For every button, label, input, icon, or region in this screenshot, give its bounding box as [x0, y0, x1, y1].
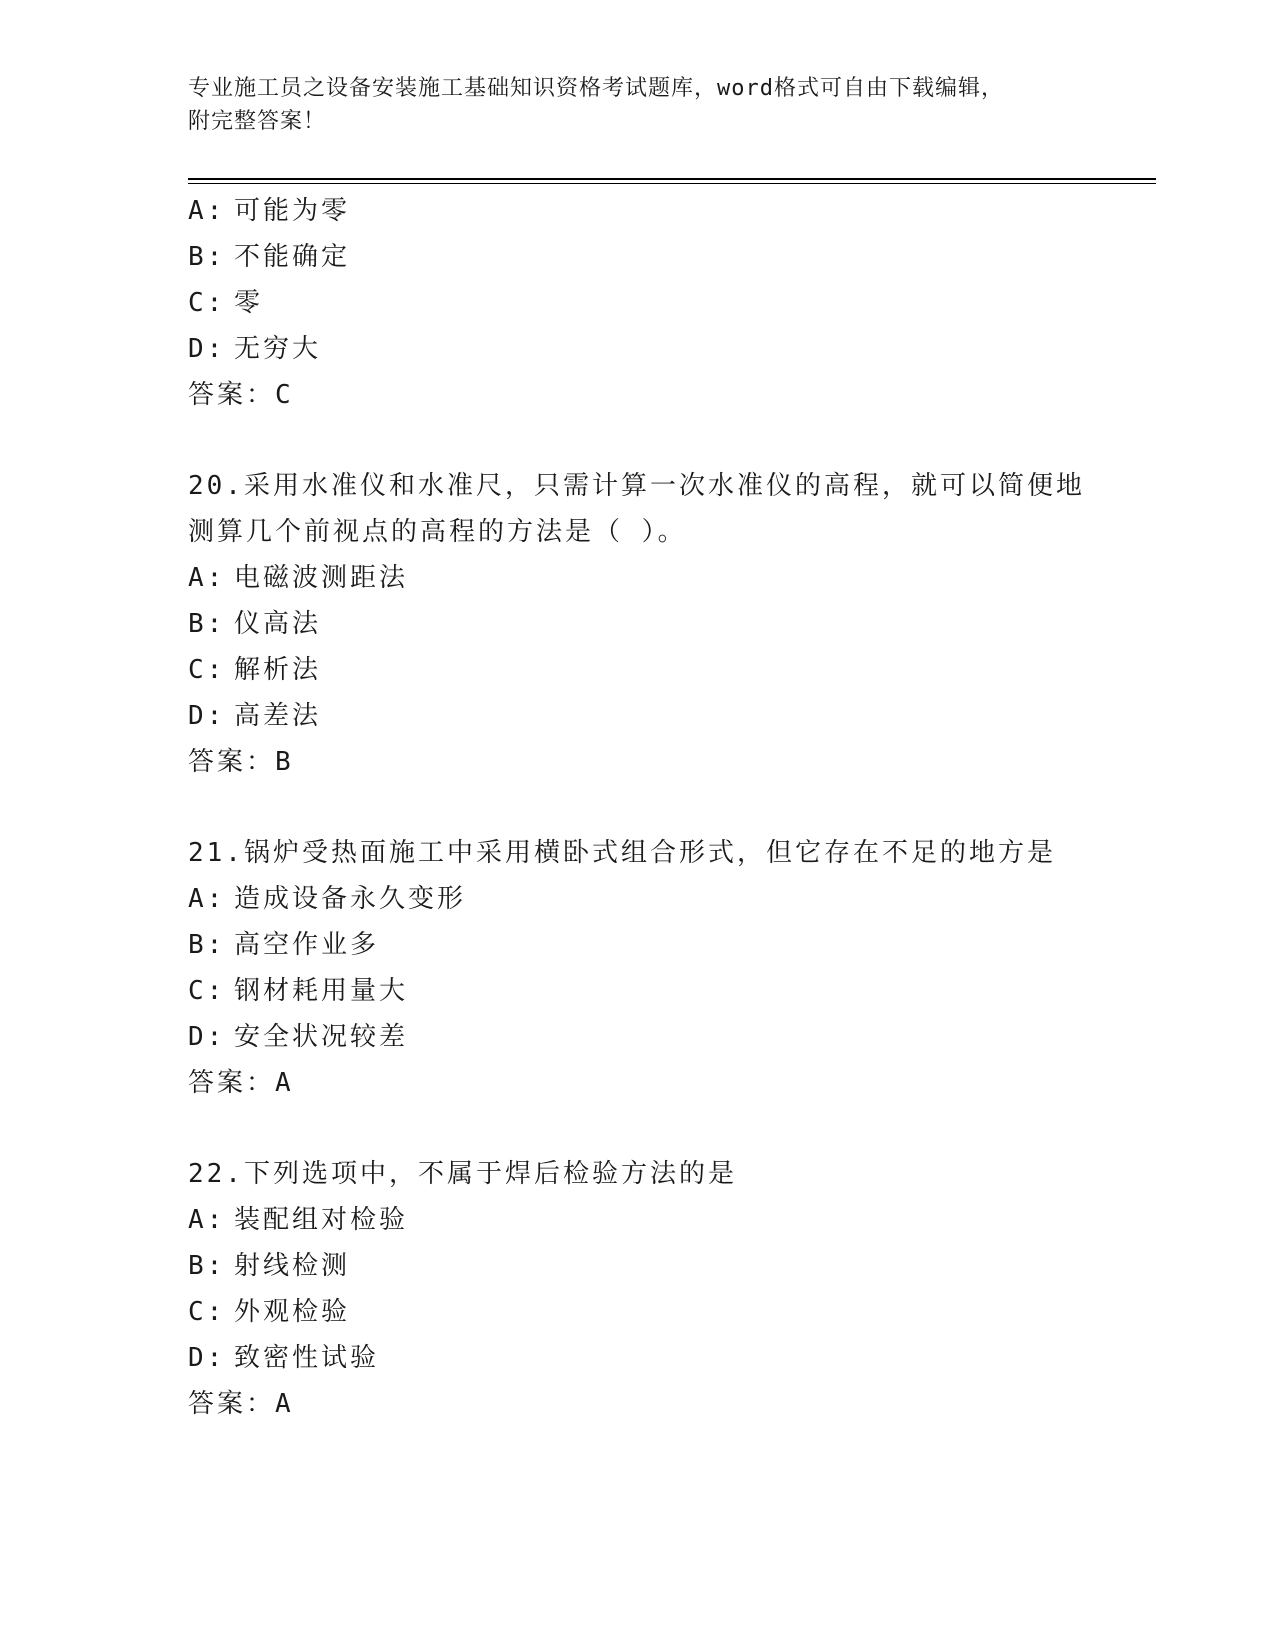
- option-text: 高差法: [234, 701, 322, 731]
- option-letter: D:: [188, 1343, 226, 1373]
- option-text: 不能确定: [234, 242, 351, 272]
- option-d: [188, 1335, 1148, 1381]
- option-letter: C:: [188, 655, 226, 685]
- option-text: 无穷大: [234, 334, 322, 364]
- option-letter: C:: [188, 1297, 226, 1327]
- option-letter: B:: [188, 930, 226, 960]
- question-text-line-1: 22.下列选项中，不属于焊后检验方法的是: [188, 1159, 737, 1189]
- question-20: [188, 463, 1148, 785]
- option-letter: A:: [188, 884, 226, 914]
- option-c: [188, 1289, 1148, 1335]
- answer: 答案：A: [188, 1068, 294, 1098]
- option-letter: B:: [188, 609, 226, 639]
- option-a: [188, 188, 1148, 234]
- option-a: [188, 555, 1148, 601]
- spacer: [188, 1106, 1148, 1151]
- spacer: [188, 785, 1148, 830]
- option-text: 零: [234, 288, 264, 318]
- option-letter: A:: [188, 1205, 226, 1235]
- option-a: [188, 1197, 1148, 1243]
- answer: 答案：A: [188, 1389, 294, 1419]
- option-letter: C:: [188, 288, 226, 318]
- option-text: 外观检验: [234, 1297, 351, 1327]
- option-letter: B:: [188, 242, 226, 272]
- option-c: [188, 280, 1148, 326]
- question-text-line-1: 21.锅炉受热面施工中采用横卧式组合形式，但它存在不足的地方是: [188, 838, 1056, 868]
- option-d: [188, 326, 1148, 372]
- question-21: [188, 830, 1148, 1106]
- option-text: 安全状况较差: [234, 1022, 409, 1052]
- option-letter: D:: [188, 701, 226, 731]
- option-text: 致密性试验: [234, 1343, 380, 1373]
- option-text: 仪高法: [234, 609, 322, 639]
- answer: 答案：B: [188, 747, 294, 777]
- option-c: [188, 647, 1148, 693]
- option-b: [188, 922, 1148, 968]
- option-text: 造成设备永久变形: [234, 884, 467, 914]
- question-19: [188, 188, 1148, 418]
- option-text: 装配组对检验: [234, 1205, 409, 1235]
- option-text: 射线检测: [234, 1251, 351, 1281]
- option-b: [188, 234, 1148, 280]
- question-text-line-1: 20.采用水准仪和水准尺，只需计算一次水准仪的高程，就可以简便地: [188, 471, 1085, 501]
- option-text: 钢材耗用量大: [234, 976, 409, 1006]
- option-b: [188, 1243, 1148, 1289]
- option-text: 解析法: [234, 655, 322, 685]
- option-a: [188, 876, 1148, 922]
- option-letter: A:: [188, 563, 226, 593]
- spacer: [188, 418, 1148, 463]
- option-text: 可能为零: [234, 196, 351, 226]
- option-text: 高空作业多: [234, 930, 380, 960]
- question-text-line-2: 测算几个前视点的高程的方法是（ ）。: [188, 517, 687, 547]
- header-divider: [188, 178, 1156, 180]
- header-line-1: 专业施工员之设备安装施工基础知识资格考试题库，word格式可自由下载编辑，: [188, 76, 1004, 101]
- option-text: 电磁波测距法: [234, 563, 409, 593]
- option-letter: C:: [188, 976, 226, 1006]
- header-divider-thin: [188, 183, 1156, 184]
- document-header: [188, 72, 1088, 138]
- option-d: [188, 1014, 1148, 1060]
- option-b: [188, 601, 1148, 647]
- question-list: [188, 188, 1148, 1427]
- option-c: [188, 968, 1148, 1014]
- header-line-2: 附完整答案！: [188, 109, 327, 134]
- option-d: [188, 693, 1148, 739]
- answer: 答案：C: [188, 380, 294, 410]
- option-letter: D:: [188, 334, 226, 364]
- option-letter: B:: [188, 1251, 226, 1281]
- option-letter: A:: [188, 196, 226, 226]
- option-letter: D:: [188, 1022, 226, 1052]
- question-22: [188, 1151, 1148, 1427]
